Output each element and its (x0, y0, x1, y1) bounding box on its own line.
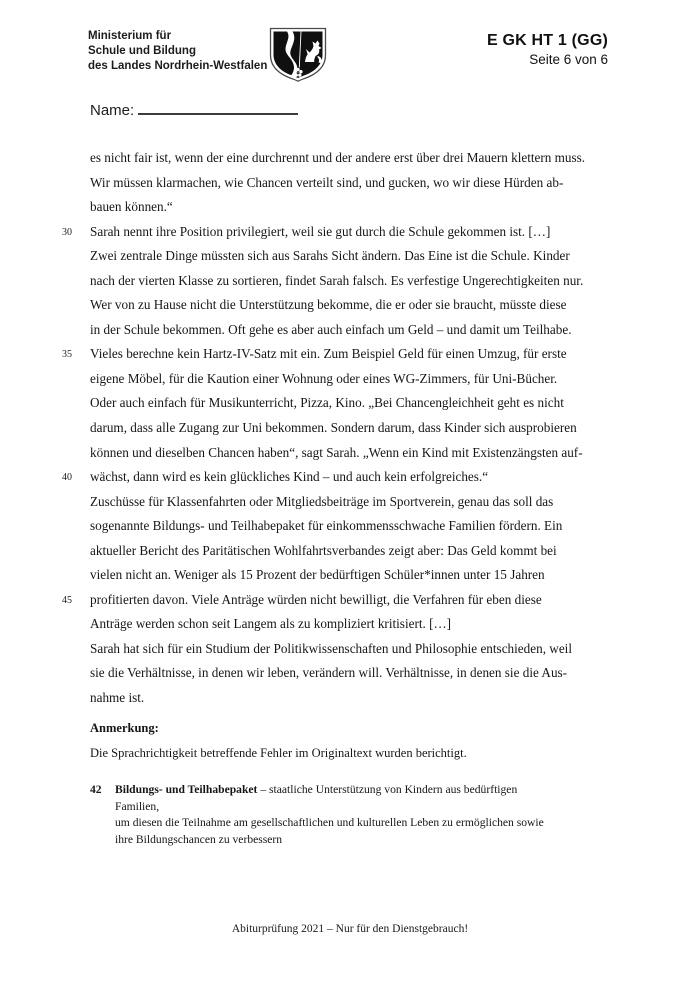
line-text: wächst, dann wird es kein glückliches Kind – und auch kein erfolgreiches.“ (90, 469, 489, 485)
text-line (90, 661, 620, 686)
line-text: Anträge werden schon seit Langem als zu kompliziert kritisiert. […] (90, 616, 452, 632)
text-line (90, 195, 620, 220)
line-text: eigene Möbel, für die Kaution einer Wohnung oder eines WG-Zimmers, für Uni-Bücher. (90, 370, 558, 386)
text-line (90, 293, 620, 318)
name-field (90, 100, 298, 119)
line-text: Wer von zu Hause nicht die Unterstützung bekomme, die er oder sie braucht, müsste diese (90, 297, 567, 313)
line-text: Zuschüsse für Klassenfahrten oder Mitgliedsbeiträge im Sportverein, genau das soll das (90, 493, 554, 509)
text-line (62, 465, 620, 490)
text-line (90, 367, 620, 392)
line-text: darum, dass alle Zugang zur Uni bekommen. Sondern darum, dass Kinder sich ausprobieren (90, 420, 577, 436)
ministry-line-1: Ministerium für (88, 30, 172, 42)
line-number: 35 (62, 349, 72, 361)
ministry-header (88, 29, 267, 74)
glossary-line: ihre Bildungschancen zu verbessern (115, 832, 283, 846)
text-line (90, 563, 620, 588)
nrw-coat-of-arms-icon (267, 26, 329, 84)
header-right (487, 32, 608, 67)
line-number: 30 (62, 226, 72, 238)
text-line (90, 612, 620, 637)
text-line (90, 391, 620, 416)
name-label: Name: (90, 102, 135, 119)
line-text: Vieles berechne kein Hartz-IV-Satz mit ein. Zum Beispiel Geld für einen Umzug, für erste (90, 346, 567, 362)
line-text: nahme ist. (90, 690, 145, 706)
text-line (90, 146, 620, 171)
line-text: in der Schule bekommen. Oft gehe es aber auch einfach um Geld – und damit um Teilhabe. (90, 321, 572, 337)
text-line (90, 416, 620, 441)
glossary-line-ref: 42 (90, 783, 102, 796)
text-line (90, 171, 620, 196)
name-blank-line (138, 100, 298, 115)
text-line (90, 539, 620, 564)
glossary-line: um diesen die Teilnahme am gesellschaftlichen und kulturellen Leben zu ermöglichen sowie (115, 816, 544, 829)
line-text: sie die Verhältnisse, in denen wir leben, verändern will. Verhältnisse, in denen sie die Aus- (90, 665, 568, 681)
line-text: Wir müssen klarmachen, wie Chancen verteilt sind, und gucken, wo wir diese Hürden ab- (90, 174, 564, 190)
text-line (90, 490, 620, 515)
glossary-definition-part: – staatliche Unterstützung von Kindern aus bedürftigen Familien, (115, 783, 518, 813)
line-text: nach der vierten Klasse zu sortieren, findet Sarah falsch. Es verfestige Ungerechtigkeiten nur. (90, 272, 584, 288)
text-body (62, 146, 620, 711)
line-text: Zwei zentrale Dinge müssten sich aus Sarahs Sicht ändern. Das Eine ist die Schule. Kinder (90, 248, 570, 264)
text-line (62, 220, 620, 245)
anmerkung-heading: Anmerkung: (90, 721, 159, 735)
text-line (90, 269, 620, 294)
text-line (62, 342, 620, 367)
line-number: 45 (62, 594, 72, 606)
page-indicator: Seite 6 von 6 (529, 52, 608, 67)
text-line (90, 637, 620, 662)
line-number: 40 (62, 472, 72, 484)
ministry-line-2: Schule und Bildung (88, 45, 196, 57)
line-text: vielen nicht an. Weniger als 15 Prozent der bedürftigen Schüler*innen unter 15 Jahren (90, 567, 545, 583)
line-text: aktueller Bericht des Paritätischen Wohlfahrtsverbandes zeigt aber: Das Geld kommt bei (90, 542, 557, 558)
anmerkung-section (90, 721, 467, 761)
exam-code: E GK HT 1 (GG) (486, 32, 608, 49)
ministry-line-3: des Landes Nordrhein-Westfalen (88, 60, 268, 72)
glossary-note (90, 782, 560, 848)
text-line (90, 686, 620, 711)
line-text: sogenannte Bildungs- und Teilhabepaket für einkommensschwache Familien fördern. Ein (90, 518, 563, 534)
anmerkung-text: Die Sprachrichtigkeit betreffende Fehler im Originaltext wurden berichtigt. (90, 746, 467, 760)
text-line (90, 514, 620, 539)
glossary-line (115, 782, 560, 815)
line-text: können und dieselben Chancen haben“, sagt Sarah. „Wenn ein Kind mit Existenzängsten auf- (90, 444, 583, 460)
text-line (62, 588, 620, 613)
text-line (90, 318, 620, 343)
line-text: es nicht fair ist, wenn der eine durchrennt und der andere erst über drei Mauern klettern muss. (90, 150, 586, 165)
text-line (90, 441, 620, 466)
line-text: Oder auch einfach für Musikunterricht, Pizza, Kino. „Bei Chancengleichheit geht es nicht (90, 395, 564, 411)
line-text: Sarah nennt ihre Position privilegiert, weil sie gut durch die Schule gekommen ist. […] (90, 223, 551, 239)
text-line (90, 244, 620, 269)
glossary-term: Bildungs- und Teilhabepaket (115, 783, 258, 796)
line-text: bauen können.“ (90, 199, 173, 215)
footer-notice: Abiturprüfung 2021 – Nur für den Dienstgebrauch! (231, 923, 469, 935)
line-text: profitierten davon. Viele Anträge würden nicht bewilligt, die Verfahren für eben diese (90, 591, 542, 607)
line-text: Sarah hat sich für ein Studium der Politikwissenschaften und Philosophie entschieden, weil (90, 640, 572, 656)
